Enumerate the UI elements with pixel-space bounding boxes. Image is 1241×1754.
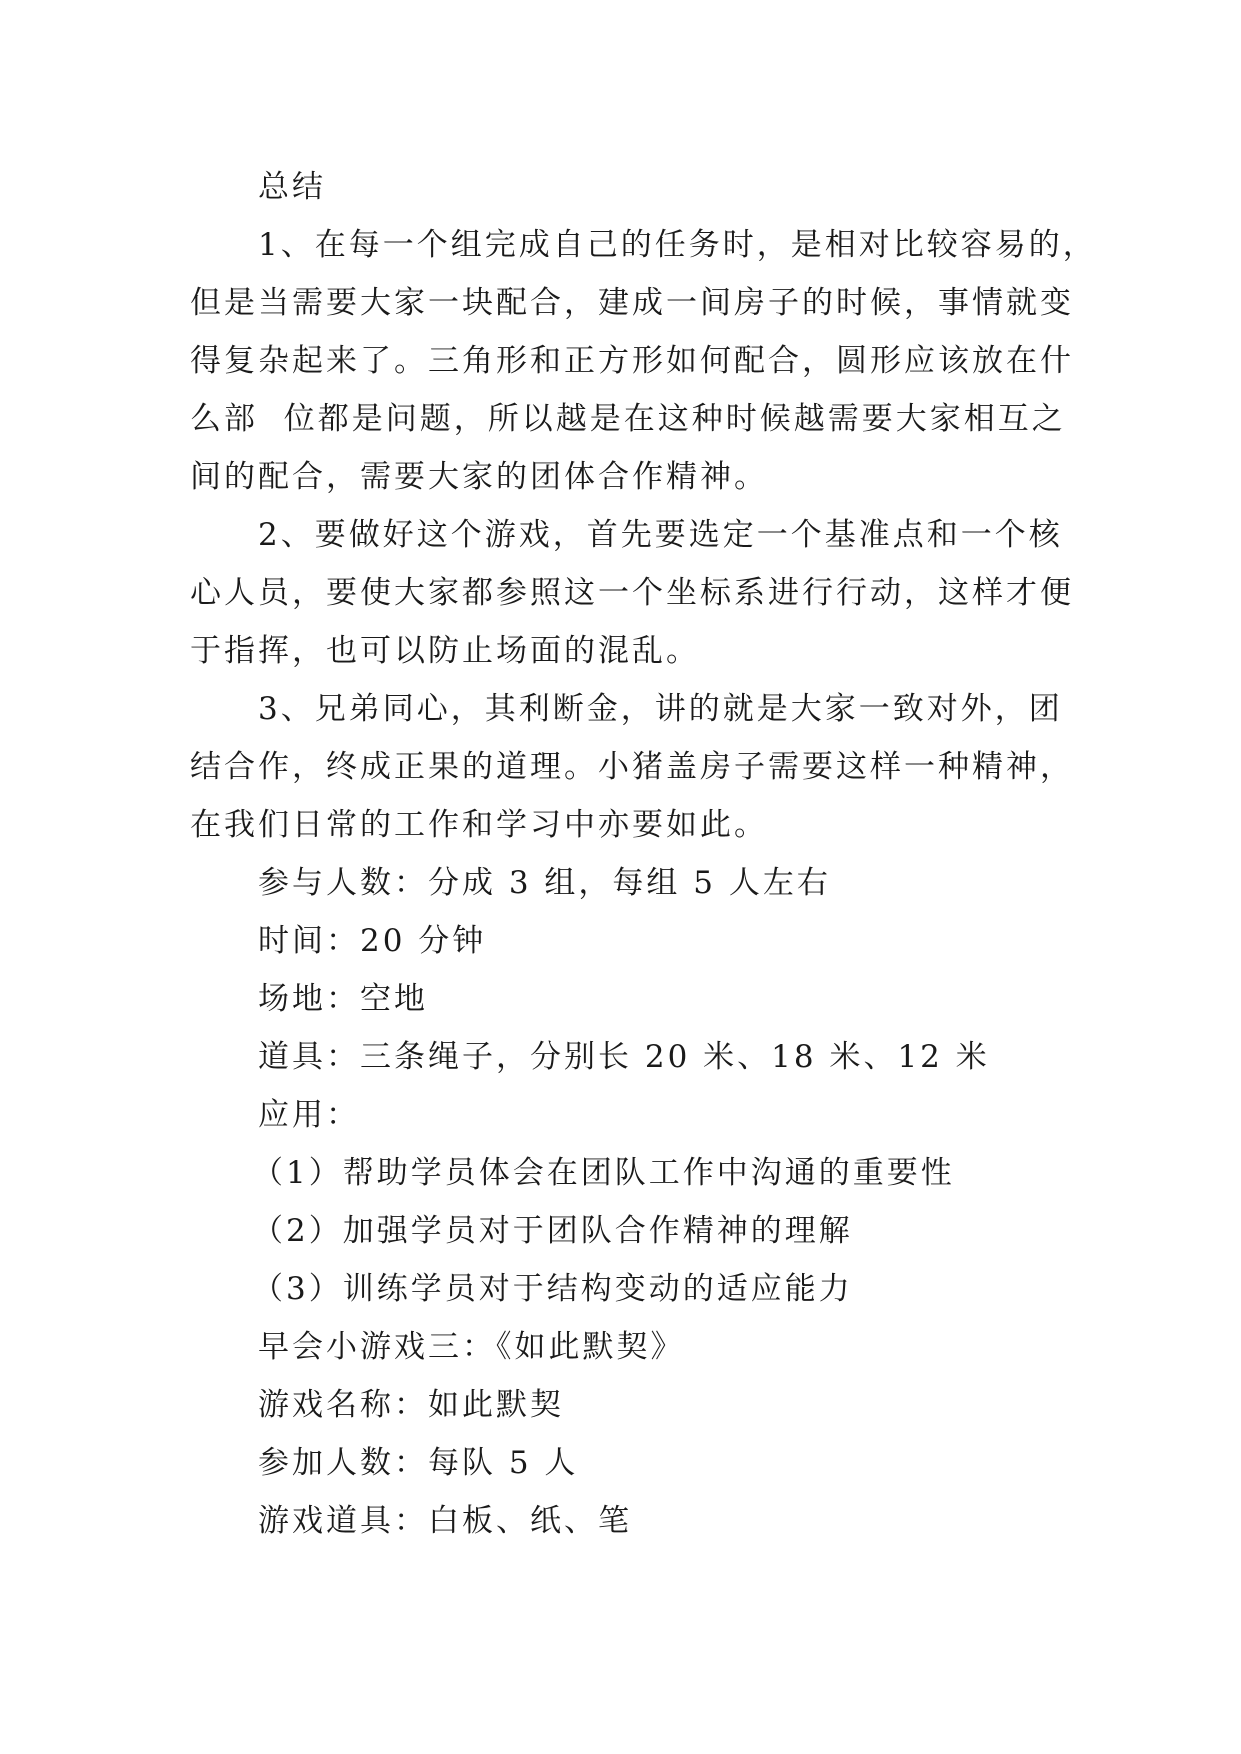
paragraph-line: 但是当需要大家一块配合，建成一间房子的时候，事情就变 [190,285,1074,321]
application-list [190,1144,1060,1318]
participants-info: 参与人数：分成 3 组，每组 5 人左右 [258,865,831,901]
paragraph-line: 1、在每一个组完成自己的任务时，是相对比较容易的， [258,227,1097,263]
paragraph-line: 于指挥，也可以防止场面的混乱。 [190,633,700,669]
paragraph-line: 间的配合，需要大家的团体合作精神。 [190,459,768,495]
time-info: 时间：20 分钟 [258,923,487,959]
application-item: （3）训练学员对于结构变动的适应能力 [252,1271,853,1307]
paragraph-2 [190,506,1074,680]
paragraph-line: 在我们日常的工作和学习中亦要如此。 [190,807,768,843]
paragraph-line: 2、要做好这个游戏，首先要选定一个基准点和一个核 [258,517,1063,553]
paragraph-line: 3、兄弟同心，其利断金，讲的就是大家一致对外，团 [258,691,1063,727]
application-item: （2）加强学员对于团队合作精神的理解 [252,1213,853,1249]
application-label: 应用： [258,1097,360,1133]
props-info: 道具：三条绳子，分别长 20 米、18 米、12 米 [258,1039,990,1075]
paragraph-line: 么部 位都是问题，所以越是在这种时候越需要大家相互之 [190,401,1066,437]
game3-players: 参加人数：每队 5 人 [258,1445,579,1481]
game3-props: 游戏道具：白板、纸、笔 [258,1503,632,1539]
paragraph-line: 心人员，要使大家都参照这一个坐标系进行行动，这样才便 [190,575,1074,611]
game3-name: 游戏名称：如此默契 [258,1387,564,1423]
section-heading: 总结 [258,169,326,205]
application-item: （1）帮助学员体会在团队工作中沟通的重要性 [252,1155,955,1191]
paragraph-line: 结合作，终成正果的道理。小猪盖房子需要这样一种精神， [190,749,1074,785]
paragraph-line: 得复杂起来了。三角形和正方形如何配合，圆形应该放在什 [190,343,1074,379]
paragraph-1 [190,216,1097,506]
venue-info: 场地：空地 [258,981,428,1017]
document-page [190,158,1097,1550]
paragraph-3 [190,680,1074,854]
game3-title: 早会小游戏三：《如此默契》 [258,1329,685,1365]
